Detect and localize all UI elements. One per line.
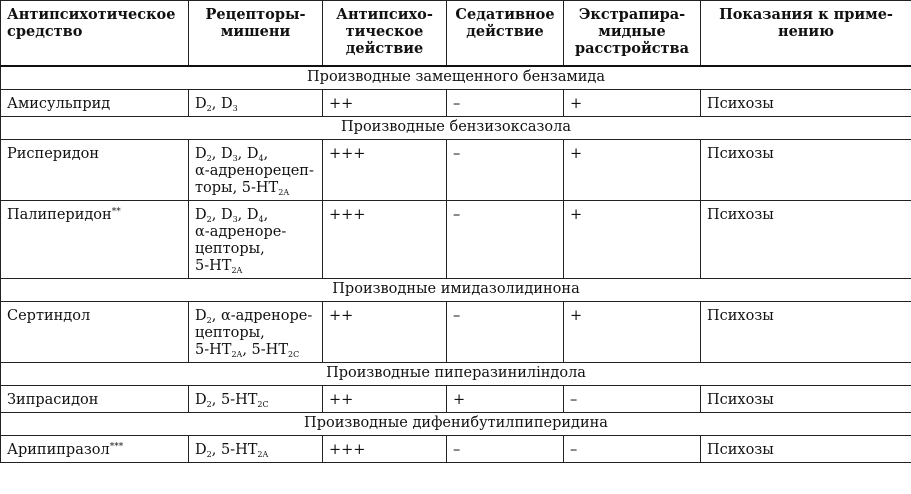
antipsychotic-cell: +++ [323, 140, 447, 201]
drug-name: Сертиндол [7, 308, 91, 324]
drug-cell [1, 90, 189, 117]
header-antipsychotic-line: действие [345, 40, 424, 57]
targets-text: D [195, 308, 207, 324]
targets-line [195, 163, 316, 180]
sedative-cell: – [447, 201, 564, 279]
targets-line [195, 258, 316, 275]
targets-text: цепторы, [195, 325, 265, 341]
targets-text: D [195, 442, 207, 458]
table-row [1, 201, 911, 279]
sedative-cell: – [447, 140, 564, 201]
drug-cell [1, 386, 189, 413]
targets-subscript: 2A [278, 188, 290, 197]
targets-text: , 5-HT [211, 392, 258, 408]
sedative-cell: – [447, 436, 564, 463]
drug-name: Амисульприд [7, 96, 111, 112]
header-eps-line: расстройства [574, 40, 690, 57]
drug-footnote-mark: *** [109, 442, 124, 452]
targets-subscript: 2A [231, 350, 243, 359]
targets-text: α-адренорецеп- [195, 163, 314, 179]
targets-text: цепторы, [195, 241, 265, 257]
targets-subscript: 2A [231, 266, 243, 275]
targets-line [195, 224, 316, 241]
targets-text: , D [237, 207, 259, 223]
targets-cell [189, 302, 323, 363]
eps-cell: + [564, 302, 701, 363]
table-row [1, 140, 911, 201]
indication-cell: Психозы [701, 386, 911, 413]
drug-cell [1, 201, 189, 279]
targets-cell [189, 386, 323, 413]
targets-line [195, 392, 316, 409]
targets-cell [189, 90, 323, 117]
antipsychotic-cell: ++ [323, 90, 447, 117]
table-body [1, 66, 911, 463]
targets-subscript: 2 [206, 104, 212, 113]
targets-subscript: 2C [288, 350, 300, 359]
targets-text: D [195, 392, 207, 408]
targets-text: , 5-HT [211, 442, 258, 458]
targets-subscript: 2C [257, 400, 269, 409]
table-row [1, 302, 911, 363]
indication-cell: Психозы [701, 140, 911, 201]
targets-line [195, 308, 316, 325]
targets-text: , α-адреноре- [211, 308, 313, 324]
header-indication-line: Показания к приме- [719, 6, 893, 23]
targets-subscript: 4 [258, 215, 264, 224]
targets-text: , 5-HT [242, 342, 288, 358]
indication-cell: Психозы [701, 302, 911, 363]
targets-subscript: 2 [206, 316, 212, 325]
header-targets-line: Рецепторы- [205, 6, 306, 23]
targets-subscript: 3 [232, 215, 238, 224]
header-row [1, 1, 911, 67]
targets-text: D [195, 146, 207, 162]
eps-cell: + [564, 201, 701, 279]
header-drug [1, 1, 189, 67]
targets-subscript: 3 [232, 154, 238, 163]
header-antipsychotic-line: Антипсихо- [336, 6, 433, 23]
targets-text: α-адреноре- [195, 224, 287, 240]
group-title: Производные имидазолидинона [1, 279, 911, 302]
targets-subscript: 4 [258, 154, 264, 163]
group-row [1, 363, 911, 386]
targets-line [195, 342, 316, 359]
table-row [1, 90, 911, 117]
header-eps-line: мидные [598, 23, 666, 40]
eps-cell: + [564, 140, 701, 201]
antipsychotic-cell: ++ [323, 386, 447, 413]
targets-text: 5-HT [195, 258, 232, 274]
header-drug-line: Антипсихотическое [7, 6, 176, 23]
antipsychotic-cell: ++ [323, 302, 447, 363]
group-title: Производные замещенного бензамида [1, 66, 911, 90]
eps-cell: – [564, 386, 701, 413]
header-sedative [447, 1, 564, 67]
sedative-cell: – [447, 302, 564, 363]
header-targets-line: мишени [220, 23, 291, 40]
table-row [1, 436, 911, 463]
drug-name: Палиперидон [7, 207, 112, 223]
header-sedative-line: действие [466, 23, 544, 40]
targets-text: торы, 5-HT [195, 180, 279, 196]
header-antipsychotic-line: тическое [345, 23, 424, 40]
targets-subscript: 2 [206, 450, 212, 459]
indication-cell: Психозы [701, 436, 911, 463]
targets-text: , D [211, 146, 233, 162]
targets-subscript: 2 [206, 215, 212, 224]
targets-cell [189, 201, 323, 279]
header-drug-line: средство [7, 23, 83, 40]
group-row [1, 66, 911, 90]
targets-text: 5-HT [195, 342, 232, 358]
drug-name: Рисперидон [7, 146, 100, 162]
antipsychotic-cell: +++ [323, 436, 447, 463]
targets-subscript: 2 [206, 400, 212, 409]
group-row [1, 413, 911, 436]
targets-cell [189, 436, 323, 463]
targets-subscript: 2A [257, 450, 269, 459]
targets-text: D [195, 207, 207, 223]
header-antipsychotic [323, 1, 447, 67]
targets-subscript: 2 [206, 154, 212, 163]
targets-line [195, 325, 316, 342]
group-row [1, 279, 911, 302]
targets-line [195, 207, 316, 224]
targets-line [195, 96, 316, 113]
indication-cell: Психозы [701, 90, 911, 117]
targets-text: , [263, 146, 269, 162]
drug-cell [1, 436, 189, 463]
targets-text: D [195, 96, 207, 112]
indication-cell: Психозы [701, 201, 911, 279]
header-eps [564, 1, 701, 67]
drug-cell [1, 140, 189, 201]
drug-name: Арипипразол [7, 442, 110, 458]
eps-cell: – [564, 436, 701, 463]
table-row [1, 386, 911, 413]
targets-line [195, 180, 316, 197]
drug-footnote-mark: ** [111, 207, 121, 217]
antipsychotic-cell: +++ [323, 201, 447, 279]
targets-cell [189, 140, 323, 201]
header-sedative-line: Седативное [455, 6, 555, 23]
group-title: Производные бензизоксазола [1, 117, 911, 140]
targets-line [195, 442, 316, 459]
group-row [1, 117, 911, 140]
header-eps-line: Экстрапира- [578, 6, 686, 23]
eps-cell: + [564, 90, 701, 117]
drug-cell [1, 302, 189, 363]
targets-subscript: 3 [232, 104, 238, 113]
group-title: Производные дифенибутилпиперидина [1, 413, 911, 436]
drug-name: Зипрасидон [7, 392, 99, 408]
targets-text: , D [237, 146, 259, 162]
sedative-cell: + [447, 386, 564, 413]
sedative-cell: – [447, 90, 564, 117]
targets-text: , D [211, 207, 233, 223]
targets-text: , D [211, 96, 233, 112]
targets-text: , [263, 207, 269, 223]
header-indication [701, 1, 911, 67]
targets-line [195, 241, 316, 258]
targets-line [195, 146, 316, 163]
group-title: Производные пиперазиниліндола [1, 363, 911, 386]
header-indication-line: нению [777, 23, 835, 40]
header-targets [189, 1, 323, 67]
